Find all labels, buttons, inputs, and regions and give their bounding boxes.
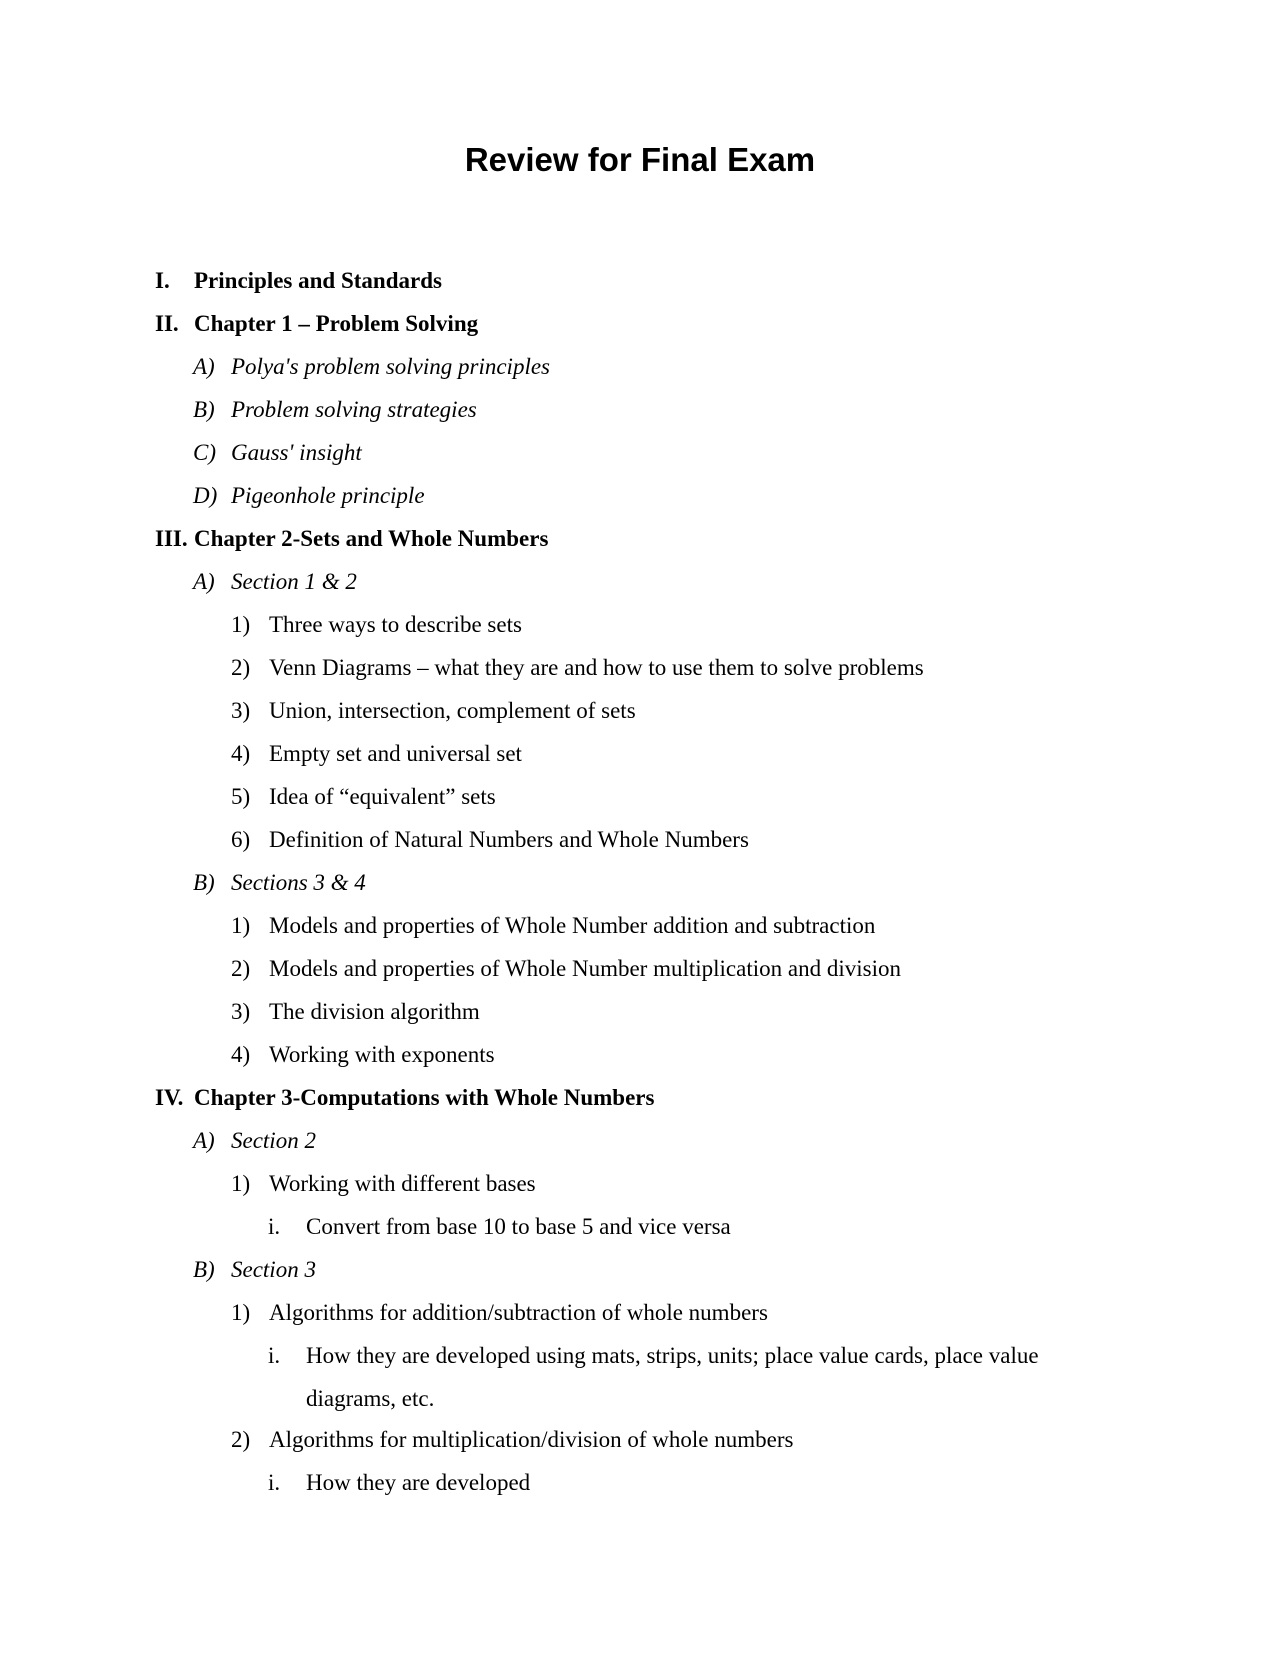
outline-marker: 1) — [231, 1300, 251, 1325]
outline-text: Problem solving strategies — [231, 397, 477, 422]
outline-text: Algorithms for addition/subtraction of whole numbers — [269, 1300, 768, 1325]
outline-item-level-1 — [0, 309, 1280, 352]
outline-text: Algorithms for multiplication/division of whole numbers — [269, 1427, 794, 1452]
outline-item-level-4 — [0, 1341, 1280, 1384]
outline-text: Chapter 3-Computations with Whole Numbers — [194, 1085, 655, 1110]
outline-marker: 2) — [231, 655, 251, 680]
outline-marker: C) — [193, 440, 216, 465]
outline-marker: A) — [193, 569, 215, 594]
outline-item-level-3 — [0, 911, 1280, 954]
outline-item-level-3 — [0, 739, 1280, 782]
outline-item-level-3 — [0, 1169, 1280, 1212]
outline-text: Sections 3 & 4 — [231, 870, 366, 895]
page-title: Review for Final Exam — [464, 141, 816, 178]
outline-item-level-3 — [0, 696, 1280, 739]
outline-item-level-3 — [0, 782, 1280, 825]
outline-marker: III. — [155, 526, 188, 551]
outline-text: Venn Diagrams – what they are and how to use them to solve problems — [269, 655, 924, 680]
outline-text: The division algorithm — [269, 999, 480, 1024]
outline-marker: i. — [268, 1214, 281, 1239]
outline-item-level-3 — [0, 1425, 1280, 1468]
outline-marker: I. — [155, 268, 170, 293]
outline-marker: A) — [193, 354, 215, 379]
outline-marker: 2) — [231, 1427, 251, 1452]
outline-marker: 4) — [231, 1042, 251, 1067]
outline-text: Union, intersection, complement of sets — [269, 698, 636, 723]
outline-marker: A) — [193, 1128, 215, 1153]
outline-marker: D) — [193, 483, 218, 508]
outline-marker: B) — [193, 397, 215, 422]
outline-item-level-3 — [0, 1298, 1280, 1341]
outline-item-level-2 — [0, 481, 1280, 524]
outline-item-level-4 — [0, 1212, 1280, 1255]
outline-item-level-4 — [0, 1468, 1280, 1511]
outline-text: Section 2 — [231, 1128, 316, 1153]
outline-text: Principles and Standards — [194, 268, 442, 293]
outline-text: Section 3 — [231, 1257, 316, 1282]
outline-text: Pigeonhole principle — [231, 483, 425, 508]
outline-marker: 6) — [231, 827, 251, 852]
outline-item-level-3 — [0, 825, 1280, 868]
outline-marker: i. — [268, 1343, 281, 1368]
outline-item-level-2 — [0, 438, 1280, 481]
outline-item-level-2 — [0, 395, 1280, 438]
outline-text: Gauss' insight — [231, 440, 362, 465]
outline-item-level-2 — [0, 1126, 1280, 1169]
outline-marker: 2) — [231, 956, 251, 981]
outline-marker: II. — [155, 311, 179, 336]
outline-item-level-2 — [0, 1255, 1280, 1298]
outline-item-level-2 — [0, 352, 1280, 395]
outline-text: Empty set and universal set — [269, 741, 522, 766]
outline-item-level-3 — [0, 954, 1280, 997]
outline-text-continuation: diagrams, etc. — [306, 1386, 435, 1411]
outline-text: How they are developed — [306, 1470, 531, 1495]
outline-marker: IV. — [155, 1085, 184, 1110]
outline-text: Working with different bases — [269, 1171, 536, 1196]
outline-item-level-2 — [0, 868, 1280, 911]
outline-text: Polya's problem solving principles — [231, 354, 551, 379]
outline-marker: 1) — [231, 913, 251, 938]
outline-marker: i. — [268, 1470, 281, 1495]
outline-item-level-3 — [0, 997, 1280, 1040]
outline-marker: B) — [193, 870, 215, 895]
outline-item-level-1 — [0, 524, 1280, 567]
outline-item-continuation — [0, 1384, 1280, 1425]
outline-text: Idea of “equivalent” sets — [269, 784, 496, 809]
outline-text: Models and properties of Whole Number addition and subtraction — [269, 913, 876, 938]
outline-marker: 1) — [231, 612, 251, 637]
outline-text: Three ways to describe sets — [269, 612, 522, 637]
outline-text: How they are developed using mats, strips, units; place value cards, place value — [306, 1343, 1039, 1368]
outline-text: Chapter 2-Sets and Whole Numbers — [194, 526, 549, 551]
outline-marker: 3) — [231, 698, 251, 723]
outline-text: Definition of Natural Numbers and Whole Numbers — [269, 827, 749, 852]
review-outline — [0, 266, 1280, 1511]
outline-marker: 5) — [231, 784, 251, 809]
outline-marker: 4) — [231, 741, 251, 766]
outline-marker: B) — [193, 1257, 215, 1282]
outline-text: Chapter 1 – Problem Solving — [194, 311, 479, 336]
outline-text: Working with exponents — [269, 1042, 495, 1067]
outline-item-level-3 — [0, 1040, 1280, 1083]
outline-item-level-3 — [0, 653, 1280, 696]
outline-item-level-1 — [0, 1083, 1280, 1126]
outline-marker: 3) — [231, 999, 251, 1024]
outline-marker: 1) — [231, 1171, 251, 1196]
outline-item-level-1 — [0, 266, 1280, 309]
outline-text: Convert from base 10 to base 5 and vice versa — [306, 1214, 731, 1239]
outline-text: Section 1 & 2 — [231, 569, 357, 594]
outline-text: Models and properties of Whole Number multiplication and division — [269, 956, 901, 981]
outline-item-level-3 — [0, 610, 1280, 653]
outline-item-level-2 — [0, 567, 1280, 610]
